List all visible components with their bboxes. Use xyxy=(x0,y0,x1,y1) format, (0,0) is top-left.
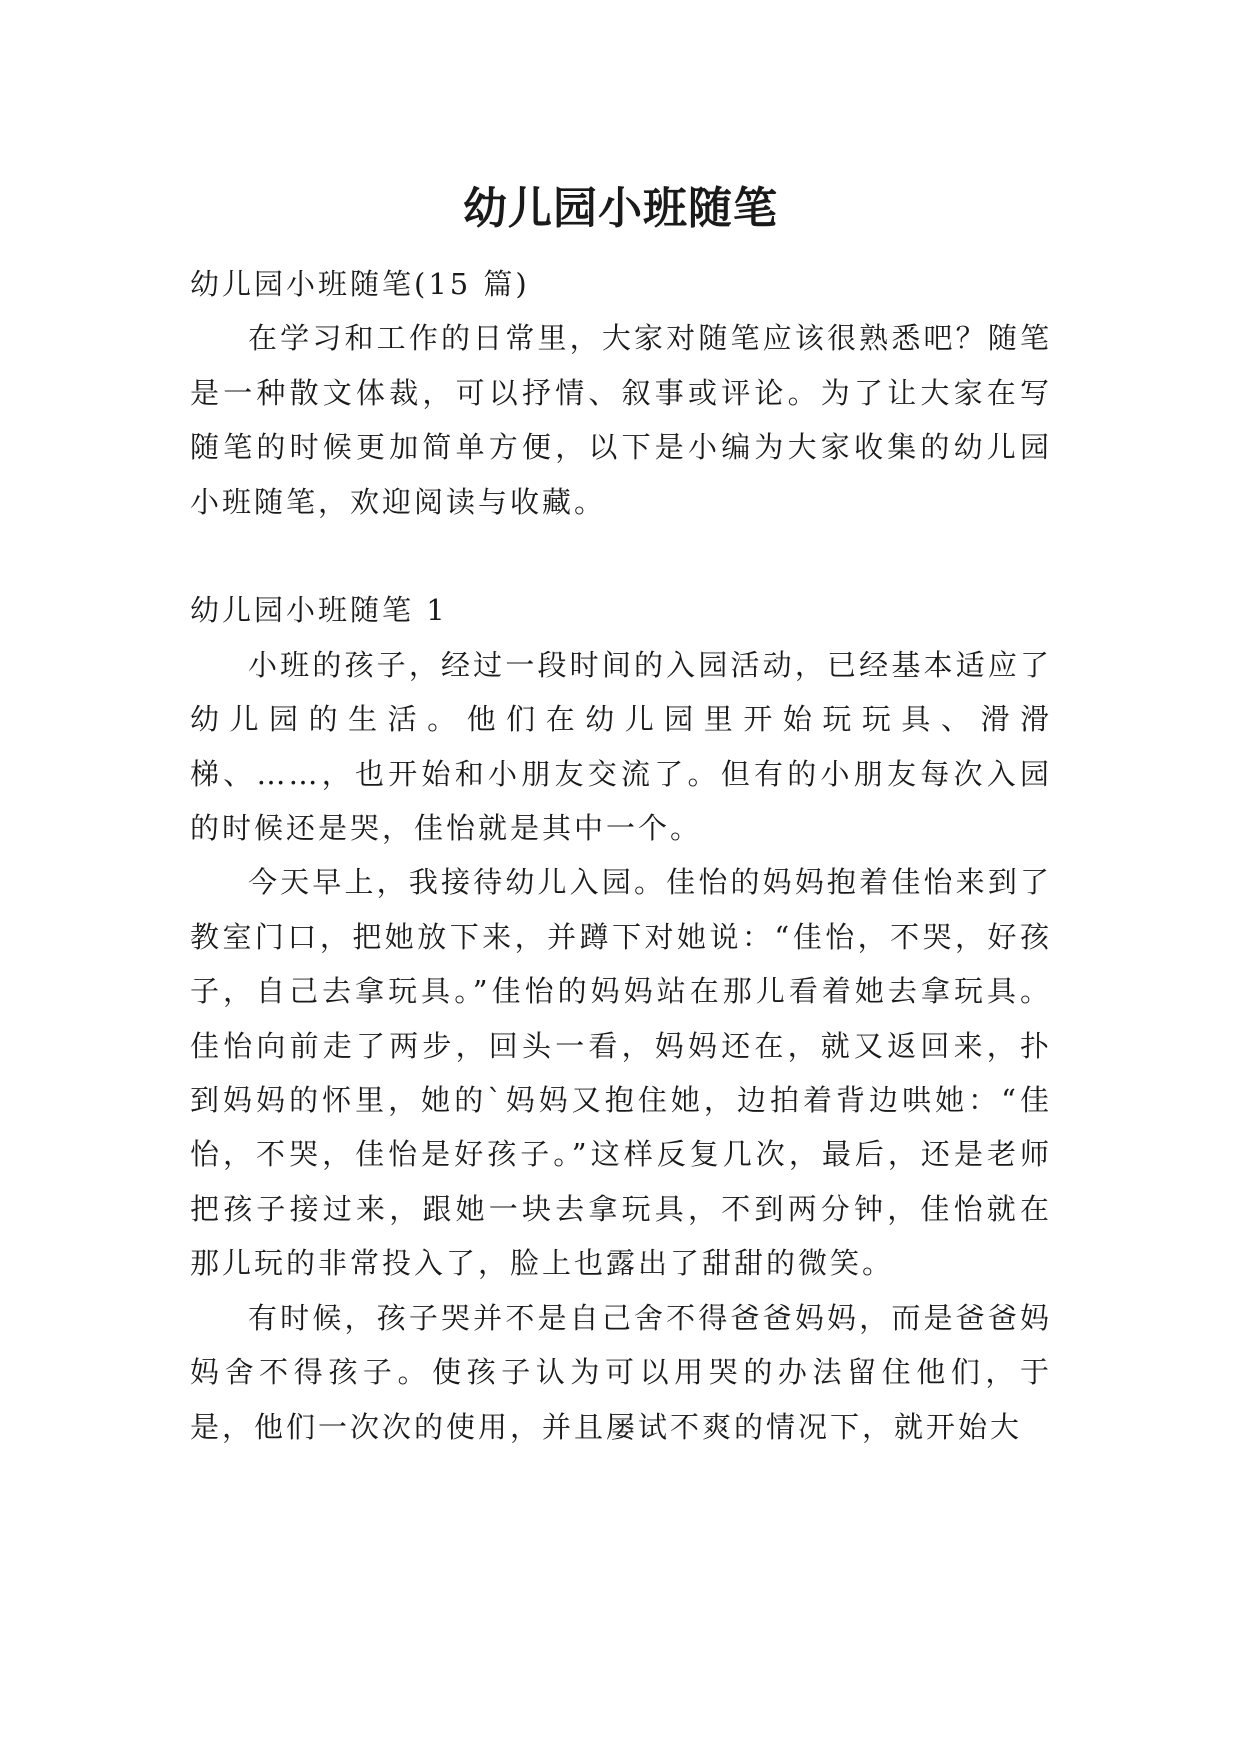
intro-paragraph: 在学习和工作的日常里，大家对随笔应该很熟悉吧？随笔是一种散文体裁，可以抒情、叙事或评论。为了让大家在写随笔的时候更加简单方便，以下是小编为大家收集的幼儿园小班随笔，欢迎阅读与收藏。 xyxy=(190,321,1052,519)
section-1-heading: 幼儿园小班随笔 1 xyxy=(190,593,448,628)
document-body xyxy=(190,257,1052,1454)
document-title: 幼儿园小班随笔 xyxy=(463,183,778,235)
section-spacer xyxy=(190,529,1052,583)
section-1-paragraph: 小班的孩子，经过一段时间的入园活动，已经基本适应了幼儿园的生活。他们在幼儿园里开始玩玩具、滑滑梯、……，也开始和小朋友交流了。但有的小朋友每次入园的时候还是哭，佳怡就是其中一个。 xyxy=(190,647,1052,846)
section-1-paragraph: 今天早上，我接待幼儿入园。佳怡的妈妈抱着佳怡来到了教室门口，把她放下来，并蹲下对她说：“佳怡，不哭，好孩子，自己去拿玩具。”佳怡的妈妈站在那儿看着她去拿玩具。佳怡向前走了两步，回头一看，妈妈还在，就又返回来，扑到妈妈的怀里，她的`妈妈又抱住她，边拍着背边哄她：“佳怡，不哭，佳怡是好孩子。”这样反复几次，最后，还是老师把孩子接过来，跟她一块去拿玩具，不到两分钟，佳怡就在那儿玩的非常投入了，脸上也露出了甜甜的微笑。 xyxy=(190,865,1052,1281)
intro-heading: 幼儿园小班随笔(15 篇) xyxy=(190,267,530,301)
section-1-paragraph: 有时候，孩子哭并不是自己舍不得爸爸妈妈，而是爸爸妈妈舍不得孩子。使孩子认为可以用哭的办法留住他们，于是，他们一次次的使用，并且屡试不爽的情况下，就开始大 xyxy=(190,1300,1052,1444)
